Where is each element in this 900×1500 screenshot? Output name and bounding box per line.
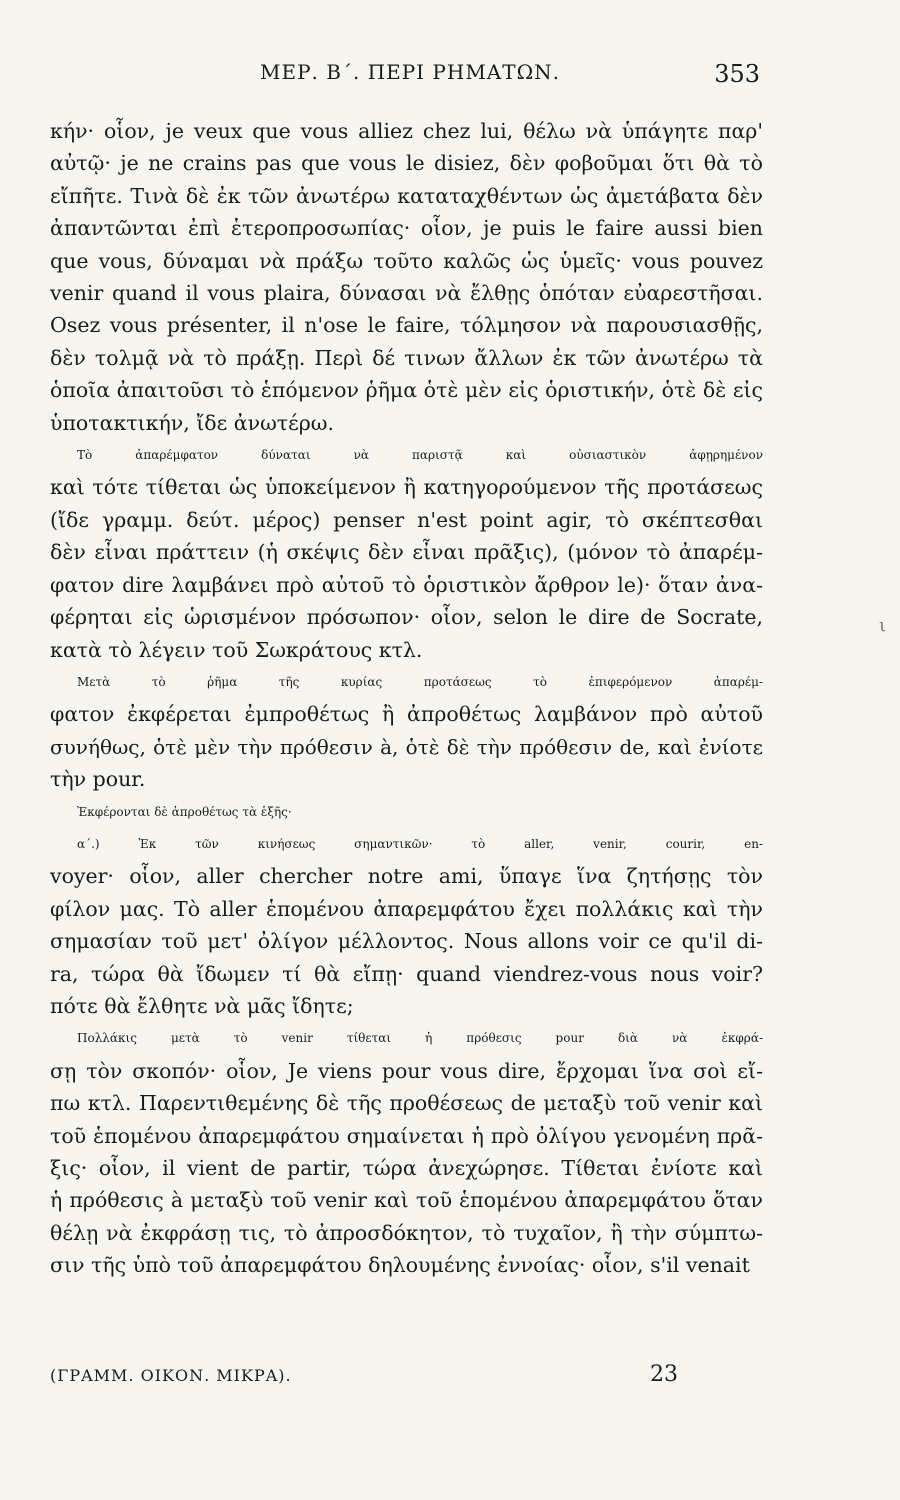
text-line: ὁποῖα ἀπαιτοῦσι τὸ ἑπόμενον ῥῆμα ὁτὲ μὲν εἰς ὁριστικήν, ὁτὲ δὲ εἰς (50, 378, 763, 403)
text-line: ξις· οἷον, il vient de partir, τώρα ἀνεχώρησε. Τίθεται ἐνίοτε καὶ (50, 1156, 763, 1180)
text-line: que vous, δύναμαι νὰ πράξω τοῦτο καλῶς ὡς ὑμεῖς· vous pouvez (50, 248, 763, 273)
margin-mark: ι (879, 615, 887, 636)
text-line: τὴν pour. (50, 767, 146, 792)
footer-book-title: (ΓΡΑΜΜ. ΟΙΚΟΝ. ΜΙΚΡΑ). (50, 1366, 292, 1385)
text-line: φέρηται εἰς ὡρισμένον πρόσωπον· οἷον, selon le dire de Socrate, (50, 605, 763, 630)
paragraph (50, 666, 763, 796)
text-line: θέλῃ νὰ ἐκφράσῃ τις, τὸ ἀπροσδόκητον, τὸ τυχαῖον, ἢ τὴν σύμπτω- (50, 1220, 763, 1245)
text-line: venir quand il vous plaira, δύνασαι νὰ ἔλθῃς ὁπόταν εὐαρεστῆσαι. (50, 281, 763, 306)
text-line: Osez vous présenter, il n'ose le faire, τόλμησον νὰ παρουσιασθῇς, (50, 313, 763, 338)
text-line: ra, τώρα θὰ ἴδωμεν τί θὰ εἴπῃ· quand viendrez-vous nous voir? (50, 961, 763, 986)
text-line: α΄.) Ἐκ τῶν κινήσεως σημαντικῶν· τὸ aller, venir, courir, en- (77, 836, 763, 851)
paragraph (50, 439, 763, 666)
running-head: ΜΕΡ. Β΄. ΠΕΡΙ ΡΗΜΑΤΩΝ. (260, 60, 561, 84)
paragraph (50, 828, 763, 1022)
text-line: πω κτλ. Παρεντιθεμένης δὲ τῆς προθέσεως de μεταξὺ τοῦ venir καὶ (50, 1091, 763, 1116)
text-line: Ἐκφέρονται δὲ ἀπροθέτως τὰ ἑξῆς· (77, 804, 292, 819)
paragraph (50, 796, 763, 828)
page-footer (50, 1362, 763, 1392)
body-text (50, 115, 763, 1282)
text-line: συνήθως, ὁτὲ μὲν τὴν πρόθεσιν à, ὁτὲ δὲ τὴν πρόθεσιν de, καὶ ἐνίοτε (50, 734, 763, 759)
text-line: φίλον μας. Τὸ aller ἑπομένου ἀπαρεμφάτου ἔχει πολλάκις καὶ τὴν (50, 896, 763, 921)
text-line: Πολλάκις μετὰ τὸ venir τίθεται ἡ πρόθεσις pour διὰ νὰ ἐκφρά- (77, 1031, 763, 1046)
signature-number: 23 (650, 1362, 678, 1387)
text-line: σημασίαν τοῦ μετ' ὀλίγον μέλλοντος. Nous allons voir ce qu'il di- (50, 929, 763, 954)
text-line: εἴπῆτε. Τινὰ δὲ ἐκ τῶν ἀνωτέρω καταταχθέντων ὡς ἀμετάβατα δὲν (50, 183, 763, 208)
text-line: δὲν εἶναι πράττειν (ἡ σκέψις δὲν εἶναι πρᾶξις), (μόνον τὸ ἀπαρέμ- (50, 540, 763, 565)
text-line: ἀπαντῶνται ἐπὶ ἑτεροπροσωπίας· οἷον, je puis le faire aussi bien (50, 216, 763, 241)
text-line: πότε θὰ ἔλθητε νὰ μᾶς ἴδητε; (50, 993, 354, 1018)
text-line: ὑποτακτικήν, ἴδε ἀνωτέρω. (50, 410, 335, 435)
text-line: καὶ τότε τίθεται ὡς ὑποκείμενον ἢ κατηγορούμενον τῆς προτάσεως (50, 475, 763, 500)
text-line: voyer· οἷον, aller chercher notre ami, ὕπαγε ἵνα ζητήσῃς τὸν (50, 864, 763, 889)
text-line: κατὰ τὸ λέγειν τοῦ Σωκράτους κτλ. (50, 637, 423, 662)
text-line: κήν· οἷον, je veux que vous alliez chez lui, θέλω νὰ ὑπάγητε παρ' (50, 119, 763, 143)
paragraph (50, 115, 763, 439)
paragraph (50, 1022, 763, 1281)
text-line: φατον dire λαμβάνει πρὸ αὐτοῦ τὸ ὁριστικὸν ἄρθρον le)· ὅταν ἀνα- (50, 572, 763, 597)
page-number: 353 (714, 60, 760, 88)
text-line: Μετὰ τὸ ῥῆμα τῆς κυρίας προτάσεως τὸ ἐπιφερόμενον ἀπαρέμ- (77, 674, 763, 689)
text-line: Τὸ ἀπαρέμφατον δύναται νὰ παριστᾷ καὶ οὐσιαστικὸν ἀφῃρημένον (77, 448, 763, 463)
text-line: σῃ τὸν σκοπόν· οἷον, Je viens pour vous dire, ἔρχομαι ἵνα σοὶ εἴ- (50, 1058, 763, 1083)
text-line: (ἴδε γραμμ. δεύτ. μέρος) penser n'est point agir, τὸ σκέπτεσθαι (50, 507, 763, 532)
text-line: σιν τῆς ὑπὸ τοῦ ἀπαρεμφάτου δηλουμένης ἐννοίας· οἷον, s'il venait (50, 1253, 750, 1278)
text-line: δὲν τολμᾷ νὰ τὸ πράξῃ. Περὶ δέ τινων ἄλλων ἐκ τῶν ἀνωτέρω τὰ (50, 345, 763, 370)
page-header (50, 60, 760, 100)
text-line: φατον ἐκφέρεται ἐμπροθέτως ἢ ἀπροθέτως λαμβάνον πρὸ αὐτοῦ (50, 702, 763, 727)
text-line: αὐτῷ· je ne crains pas que vous le disiez, δὲν φοβοῦμαι ὅτι θὰ τὸ (50, 151, 763, 176)
text-line: ἡ πρόθεσις à μεταξὺ τοῦ venir καὶ τοῦ ἑπομένου ἀπαρεμφάτου ὅταν (50, 1188, 763, 1213)
text-line: τοῦ ἑπομένου ἀπαρεμφάτου σημαίνεται ἡ πρὸ ὀλίγου γενομένη πρᾶ- (50, 1123, 763, 1148)
